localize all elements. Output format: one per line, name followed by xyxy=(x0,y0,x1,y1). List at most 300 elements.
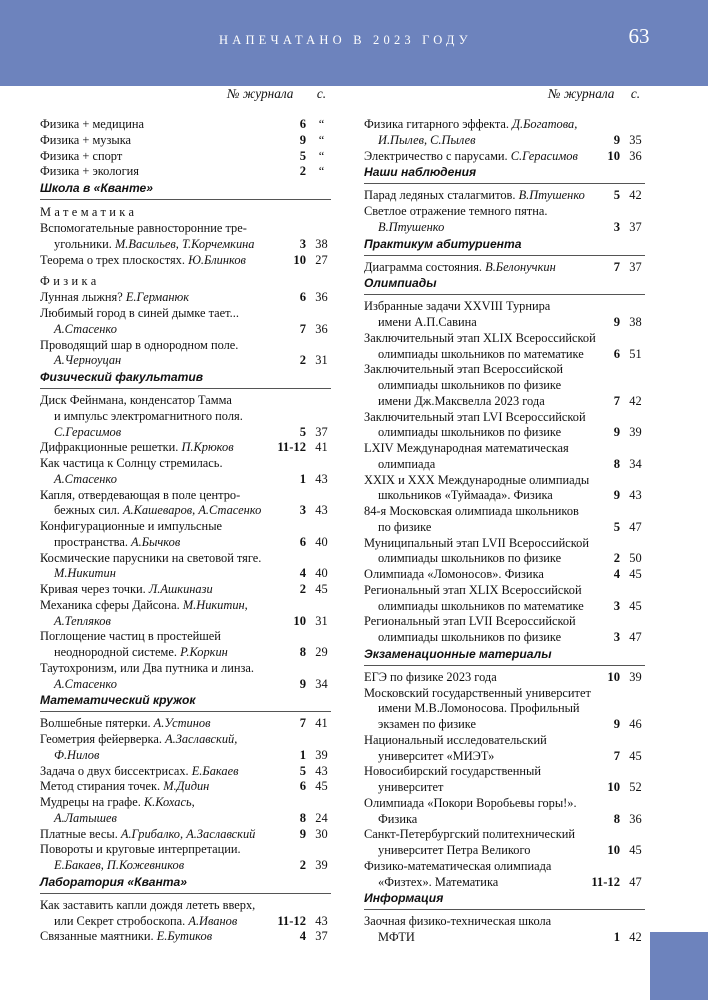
page-ref: 47 xyxy=(629,874,642,889)
entry-author: Ю.Блинков xyxy=(188,252,246,267)
issue-number: 6 xyxy=(613,346,620,361)
entry-text xyxy=(40,779,209,795)
index-entry-line xyxy=(364,425,645,441)
column-header xyxy=(364,86,645,117)
index-entry-line xyxy=(40,472,331,488)
entry-text xyxy=(364,299,550,315)
entry-text xyxy=(40,290,189,306)
entry-text xyxy=(364,260,556,276)
section-heading: Практикум абитуриента xyxy=(364,236,645,256)
entry-text xyxy=(378,843,530,859)
issue-number: 7 xyxy=(299,716,306,731)
issue-number: 10 xyxy=(607,780,620,794)
left-index-list xyxy=(40,117,331,945)
index-entry-line xyxy=(40,842,331,858)
entry-title: университет «МИЭТ» xyxy=(378,748,495,763)
section-heading: Лаборатория «Кванта» xyxy=(40,874,331,894)
entry-text xyxy=(364,733,547,749)
page-column-label: с. xyxy=(316,86,327,101)
entry-text xyxy=(40,306,239,322)
entry-title: ЕГЭ по физике 2023 года xyxy=(364,669,497,684)
index-entry-line xyxy=(364,520,645,536)
issue-number: 8 xyxy=(299,810,306,825)
entry-author: А.Стасенко xyxy=(54,676,117,691)
page-ref: 43 xyxy=(315,763,328,778)
issue-number: 3 xyxy=(299,503,306,518)
entry-title: Избранные задачи XXVIII Турнира xyxy=(364,299,551,314)
index-entry-line xyxy=(40,353,331,369)
entry-text xyxy=(54,425,121,441)
issue-number: 2 xyxy=(613,551,620,566)
entry-title: имени А.П.Савина xyxy=(378,315,477,329)
entry-text xyxy=(364,204,547,220)
issue-number: 4 xyxy=(299,566,306,581)
entry-text xyxy=(364,149,578,165)
index-entry-line xyxy=(364,362,645,378)
entry-text xyxy=(378,425,561,441)
entry-title: LXIV Международная математическая xyxy=(364,441,569,455)
issue-number: 2 xyxy=(299,582,306,596)
issue-number: 11-12 xyxy=(277,440,306,455)
index-entry-line xyxy=(40,338,331,354)
entry-text xyxy=(40,827,255,843)
index-entry-line xyxy=(40,764,331,780)
index-entry-line xyxy=(364,331,645,347)
entry-author: А.Кашеваров, А.Стасенко xyxy=(122,503,262,518)
entry-title: Космические парусники на световой тяге. xyxy=(40,550,262,565)
index-entry-line xyxy=(364,812,645,828)
entry-text xyxy=(54,811,117,827)
entry-author: П.Крюков xyxy=(181,440,234,455)
index-entry-line xyxy=(40,629,331,645)
page-ref: 37 xyxy=(315,424,328,439)
entry-author: М.Васильев, Т.Корчемкина xyxy=(114,236,255,251)
page-ref: 52 xyxy=(629,780,642,794)
index-entry-line xyxy=(40,456,331,472)
entry-text xyxy=(364,441,569,457)
entry-title: Проводящий шар в однородном поле. xyxy=(40,337,239,352)
index-entry-line xyxy=(364,378,645,394)
index-entry-line xyxy=(40,779,331,795)
page-number: 63 xyxy=(628,24,650,48)
index-entry-line xyxy=(40,306,331,322)
index-entry-line xyxy=(364,299,645,315)
index-entry-line xyxy=(364,117,645,133)
entry-author: Е.Бакаев xyxy=(191,763,239,778)
entry-text xyxy=(54,645,228,661)
page-ref: “ xyxy=(318,132,325,147)
issue-number: 11-12 xyxy=(591,874,620,889)
entry-text xyxy=(54,472,117,488)
page-ref: 30 xyxy=(315,826,328,841)
entry-title: олимпиады школьников по физике xyxy=(378,630,562,644)
issue-number: 6 xyxy=(299,290,306,305)
issue-number: 3 xyxy=(299,236,306,251)
index-entry-line xyxy=(364,347,645,363)
issue-number: 7 xyxy=(613,748,620,763)
issue-column-label: № журнала xyxy=(548,86,615,101)
entry-text xyxy=(378,347,584,363)
entry-text xyxy=(364,536,589,552)
index-entry-line xyxy=(40,535,331,551)
issue-number: 5 xyxy=(299,148,306,163)
index-entry-line xyxy=(40,748,331,764)
entry-author: А.Черноуцан xyxy=(54,353,122,368)
entry-text xyxy=(364,614,576,630)
entry-title: олимпиада xyxy=(378,456,436,471)
entry-title: Повороты и круговые интерпретации. xyxy=(40,842,241,857)
entry-text xyxy=(378,520,431,536)
entry-text xyxy=(364,583,582,599)
issue-number: 8 xyxy=(613,456,620,471)
page-ref: 47 xyxy=(629,519,642,534)
page-ref: 38 xyxy=(315,236,328,251)
entry-author: К.Кохась, xyxy=(143,795,195,809)
entry-text xyxy=(364,473,589,489)
entry-title: «Физтех». Математика xyxy=(378,874,499,889)
issue-number: 9 xyxy=(613,488,620,503)
index-entry-line xyxy=(364,764,645,780)
index-entry-line xyxy=(40,732,331,748)
entry-text xyxy=(54,353,121,369)
entry-title: Олимпиада «Ломоносов». Физика xyxy=(364,567,544,581)
entry-title: Заключительный этап Всероссийской xyxy=(364,362,564,377)
page-ref: 36 xyxy=(315,321,328,336)
section-heading: Олимпиады xyxy=(364,275,645,295)
page-ref: 45 xyxy=(629,567,642,581)
index-entry-line xyxy=(40,425,331,441)
entry-text xyxy=(378,394,545,410)
entry-text xyxy=(40,149,122,165)
page-ref: 51 xyxy=(629,346,642,361)
issue-number: 6 xyxy=(299,534,306,549)
entry-text xyxy=(364,914,551,930)
entry-author: С.Герасимов xyxy=(54,424,122,439)
issue-number: 10 xyxy=(607,843,620,857)
entry-title: Электричество с парусами. xyxy=(364,148,511,163)
index-entry-line xyxy=(364,410,645,426)
page-ref: 43 xyxy=(315,913,328,928)
page-ref: 43 xyxy=(315,503,328,518)
index-entry-line xyxy=(364,827,645,843)
page-ref: 31 xyxy=(315,613,328,628)
page-ref: 31 xyxy=(315,353,328,368)
subsection-heading: Физика xyxy=(40,274,100,289)
issue-number: 6 xyxy=(299,117,306,131)
entry-author: А.Латышев xyxy=(54,810,117,825)
entry-title: Кривая через точки. xyxy=(40,582,149,596)
entry-title: имени М.В.Ломоносова. Профильный xyxy=(378,701,580,716)
entry-title: Связанные маятники. xyxy=(40,929,157,944)
entry-text xyxy=(378,457,435,473)
entry-text xyxy=(378,599,584,615)
page-ref: 35 xyxy=(629,132,642,147)
page-ref: 45 xyxy=(629,598,642,613)
entry-author: Ф.Нилов xyxy=(54,747,100,762)
index-entry-line xyxy=(364,670,645,686)
entry-title: Конфигурационные и импульсные xyxy=(40,519,223,533)
index-entry-line xyxy=(364,567,645,583)
page-ref: 34 xyxy=(315,676,328,691)
page-ref: 43 xyxy=(629,488,642,503)
index-entry-line xyxy=(364,599,645,615)
issue-number: 4 xyxy=(299,929,306,944)
entry-title: Как заставить капли дождя лететь вверх, xyxy=(40,897,256,912)
entry-text xyxy=(40,221,247,237)
entry-author: М.Никитин xyxy=(54,566,116,581)
page-ref: “ xyxy=(318,148,325,163)
page-ref: 43 xyxy=(315,471,328,486)
page-ref: 42 xyxy=(629,188,642,203)
entry-text xyxy=(54,614,111,630)
entry-title: 84-я Московская олимпиада школьников xyxy=(364,504,579,518)
index-entry-line xyxy=(364,780,645,796)
right-column xyxy=(364,86,645,946)
entry-title: олимпиады школьников по физике xyxy=(378,378,562,392)
index-entry-line xyxy=(364,149,645,165)
entry-text xyxy=(40,519,222,535)
entry-text xyxy=(54,409,243,425)
page-ref: 39 xyxy=(629,425,642,440)
page-ref: 41 xyxy=(315,440,328,455)
section-heading: Экзаменационные материалы xyxy=(364,646,645,666)
index-entry-line xyxy=(40,149,331,165)
index-entry-line xyxy=(40,661,331,677)
page-ref: 47 xyxy=(629,630,642,644)
issue-number: 9 xyxy=(613,315,620,329)
page-ref: 37 xyxy=(315,929,328,944)
entry-author: Д.Богатова, xyxy=(512,117,578,131)
entry-title: Мудрецы на графе. xyxy=(40,795,144,809)
entry-text xyxy=(54,858,184,874)
issue-number: 3 xyxy=(613,630,620,644)
entry-text xyxy=(378,812,417,828)
entry-title: Вспомогательные равносторонние тре- xyxy=(40,221,247,235)
issue-number: 9 xyxy=(613,425,620,440)
entry-author: А.Грибалко, А.Заславский xyxy=(120,826,256,841)
index-entry-line xyxy=(364,551,645,567)
entry-text xyxy=(364,567,544,583)
entry-text xyxy=(40,582,213,598)
issue-number: 3 xyxy=(613,219,620,234)
index-entry-line xyxy=(364,457,645,473)
entry-text xyxy=(40,764,238,780)
entry-text xyxy=(40,117,144,133)
index-entry-line xyxy=(40,566,331,582)
entry-title: Платные весы. xyxy=(40,826,121,841)
entry-text xyxy=(40,929,212,945)
entry-title: Диаграмма состояния. xyxy=(364,259,486,274)
entry-author: И.Пылев, С.Пылев xyxy=(378,132,476,147)
entry-author: Л.Ашкинази xyxy=(148,582,213,596)
entry-title: XXIX и XXX Международные олимпиады xyxy=(364,472,590,487)
entry-text xyxy=(378,315,477,331)
entry-title: школьников «Туймаада». Физика xyxy=(378,488,553,503)
index-entry-line xyxy=(40,253,331,269)
entry-text xyxy=(54,237,254,253)
index-entry-line xyxy=(40,898,331,914)
entry-title: Заключительный этап LVI Всероссийской xyxy=(364,409,586,424)
entry-text xyxy=(364,504,579,520)
entry-title: Дифракционные решетки. xyxy=(40,440,182,455)
issue-number: 9 xyxy=(299,132,306,147)
entry-title: экзамен по физике xyxy=(378,717,476,731)
entry-title: МФТИ xyxy=(378,930,415,944)
entry-text xyxy=(40,629,221,645)
entry-title: имени Дж.Максвелла 2023 года xyxy=(378,393,545,408)
entry-title: Как частица к Солнцу стремилась. xyxy=(40,456,223,470)
index-entry-line xyxy=(364,630,645,646)
issue-number: 10 xyxy=(293,613,306,628)
index-entry-line xyxy=(40,827,331,843)
page-ref: 40 xyxy=(315,566,328,581)
page-column-label: с. xyxy=(630,86,641,101)
entry-author: А.Заславский, xyxy=(165,732,238,746)
entry-title: Физико-математическая олимпиада xyxy=(364,858,552,873)
entry-title: Теорема о трех плоскостях. xyxy=(40,252,189,267)
entry-title: бежных сил. xyxy=(54,503,123,518)
page-ref: 45 xyxy=(315,582,328,596)
entry-title: Любимый город в синей дымке тает... xyxy=(40,306,239,320)
index-entry-line xyxy=(364,504,645,520)
entry-text xyxy=(378,133,475,149)
entry-title: Парад ледяных сталагмитов. xyxy=(364,188,519,203)
entry-author: А.Иванов xyxy=(188,913,238,928)
index-entry-line xyxy=(364,220,645,236)
running-header-title: НАПЕЧАТАНО В 2023 ГОДУ xyxy=(219,33,472,47)
page-ref: 45 xyxy=(315,779,328,794)
issue-number: 11-12 xyxy=(277,913,306,928)
issue-number: 5 xyxy=(613,188,620,203)
entry-author: В.Белонучкин xyxy=(485,259,556,274)
issue-number: 10 xyxy=(607,669,620,684)
entry-title: Лунная лыжня? xyxy=(40,290,126,305)
issue-number: 9 xyxy=(613,132,620,147)
entry-text xyxy=(378,630,561,646)
issue-number: 5 xyxy=(613,519,620,534)
entry-title: Региональный этап XLIX Всероссийской xyxy=(364,582,582,597)
index-entry-line xyxy=(364,315,645,331)
page-ref: “ xyxy=(318,164,325,179)
issue-number: 2 xyxy=(299,353,306,368)
index-entry-line xyxy=(40,598,331,614)
issue-number: 10 xyxy=(607,148,620,163)
issue-number: 9 xyxy=(299,826,306,841)
entry-author: В.Птушенко xyxy=(518,188,585,203)
entry-text xyxy=(40,164,139,180)
left-column xyxy=(40,86,331,945)
index-entry-line xyxy=(364,536,645,552)
entry-text xyxy=(40,338,238,354)
entry-title: или Секрет стробоскопа. xyxy=(54,913,189,928)
index-entry-line xyxy=(40,519,331,535)
entry-title: Физика xyxy=(378,811,418,826)
entry-text xyxy=(40,488,240,504)
section-heading: Физический факультатив xyxy=(40,369,331,389)
entry-title: Физика гитарного эффекта. xyxy=(364,117,513,131)
entry-title: олимпиады школьников по математике xyxy=(378,598,584,613)
entry-text xyxy=(378,378,561,394)
entry-author: А.Стасенко xyxy=(54,471,117,486)
issue-number: 7 xyxy=(613,259,620,274)
issue-number: 5 xyxy=(299,424,306,439)
entry-text xyxy=(40,661,254,677)
index-entry-line xyxy=(40,858,331,874)
page-ref: 37 xyxy=(629,259,642,274)
section-heading: Информация xyxy=(364,890,645,910)
entry-author: Е.Германюк xyxy=(125,290,190,305)
entry-author: В.Птушенко xyxy=(378,219,445,234)
entry-text xyxy=(54,748,99,764)
index-entry-line xyxy=(40,811,331,827)
entry-text xyxy=(364,188,585,204)
header-band xyxy=(0,0,708,86)
entry-text xyxy=(378,488,553,504)
entry-title: Национальный исследовательский xyxy=(364,732,547,747)
entry-title: Светлое отражение темного пятна. xyxy=(364,204,548,218)
index-entry-line xyxy=(40,551,331,567)
entry-text xyxy=(364,686,591,702)
entry-text xyxy=(364,827,575,843)
entry-author: М.Дидин xyxy=(163,779,210,794)
right-index-list xyxy=(364,117,645,946)
index-entry-line xyxy=(364,717,645,733)
index-entry-line xyxy=(40,117,331,133)
column-header xyxy=(40,86,331,117)
entry-title: олимпиады школьников по математике xyxy=(378,346,584,361)
entry-title: Заключительный этап XLIX Всероссийской xyxy=(364,330,596,345)
issue-number: 3 xyxy=(613,598,620,613)
entry-text xyxy=(40,716,210,732)
index-entry-line xyxy=(364,488,645,504)
entry-text xyxy=(378,717,476,733)
issue-number: 8 xyxy=(613,811,620,826)
index-entry-line xyxy=(40,440,331,456)
entry-text xyxy=(54,535,180,551)
index-entry-line xyxy=(40,164,331,180)
entry-title: Новосибирский государственный xyxy=(364,764,541,779)
index-entry-line xyxy=(40,914,331,930)
index-entry-line xyxy=(40,409,331,425)
index-entry-line xyxy=(40,929,331,945)
index-entry-line xyxy=(40,503,331,519)
entry-title: и импульс электромагнитного поля. xyxy=(54,408,243,423)
index-entry-line xyxy=(40,795,331,811)
issue-number: 7 xyxy=(299,321,306,336)
issue-number: 1 xyxy=(299,471,306,486)
entry-title: угольники. xyxy=(54,236,115,251)
entry-author: Р.Коркин xyxy=(180,645,228,659)
page-ref: 27 xyxy=(315,252,328,267)
entry-title: олимпиады школьников по физике xyxy=(378,551,562,566)
index-entry-line xyxy=(40,322,331,338)
entry-text xyxy=(40,456,223,472)
index-entry-line xyxy=(364,394,645,410)
entry-text xyxy=(378,551,561,567)
entry-text xyxy=(54,503,261,519)
issue-number: 6 xyxy=(299,779,306,794)
issue-number: 9 xyxy=(613,717,620,731)
entry-author: А.Стасенко xyxy=(54,321,117,336)
page-ref: 37 xyxy=(629,219,642,234)
index-entry-line xyxy=(364,188,645,204)
entry-author: А.Бычков xyxy=(131,534,181,549)
entry-text xyxy=(364,362,563,378)
entry-title: Физика + спорт xyxy=(40,148,123,163)
index-entry-line xyxy=(40,237,331,253)
entry-author: Е.Бакаев, П.Кожевников xyxy=(54,858,185,872)
entry-title: Диск Фейнмана, конденсатор Тамма xyxy=(40,393,232,407)
